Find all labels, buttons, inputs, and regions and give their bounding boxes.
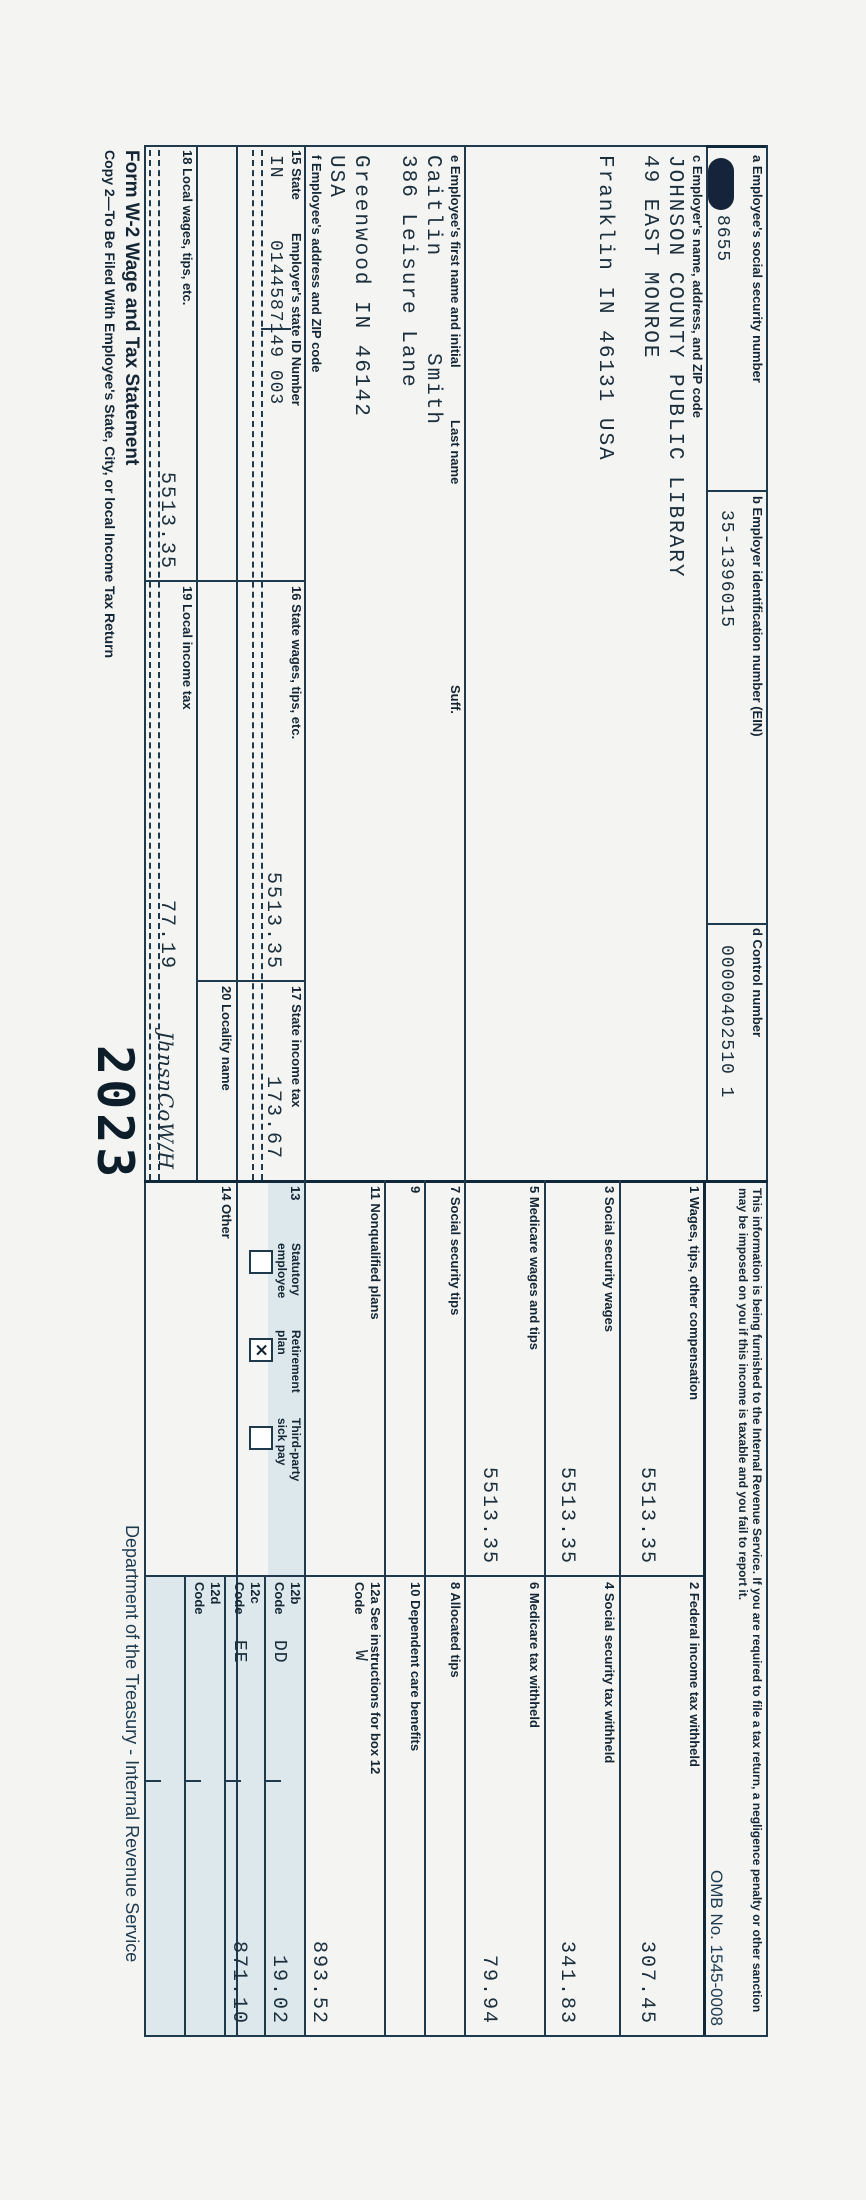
box20-value: JhnsnCoW/H <box>154 1030 178 1170</box>
tax-year: 2023 <box>86 1045 144 1182</box>
box-e-label: e Employee's first name and initial <box>448 155 463 368</box>
employee-city: Greenwood IN 46142 <box>349 155 372 418</box>
irs-department: Department of the Treasury - Internal Revenue Service <box>122 1525 142 1963</box>
box19-label: 19 Local income tax <box>180 586 195 710</box>
row-12d-top <box>184 1575 186 2035</box>
box5-label: 5 Medicare wages and tips <box>527 1186 542 1351</box>
row1-divider <box>706 145 708 1180</box>
box12c-label: 12c <box>248 1582 263 1604</box>
dash-15b <box>252 150 254 1180</box>
box8-label: 8 Allocated tips <box>448 1582 463 1678</box>
row-f-divider <box>304 145 306 1180</box>
box-f-label: f Employee's address and ZIP code <box>309 155 324 373</box>
box17-value: 173.67 <box>261 1075 284 1160</box>
box-e-suff-label: Suff. <box>448 685 463 714</box>
col-17-divider <box>196 980 306 982</box>
ssn-redaction <box>708 158 734 210</box>
row-5-top <box>544 1180 546 2035</box>
box2-label: 2 Federal income tax withheld <box>687 1582 702 1767</box>
row-11-top <box>384 1180 386 2035</box>
box9-label: 9 <box>408 1186 423 1194</box>
box3-label: 3 Social security wages <box>602 1186 617 1332</box>
row-c-divider <box>464 145 466 1180</box>
irs-notice: This information is being furnished to the Internal Revenue Service. If you are required to file a tax return, a negligence penalty or other sanction may be imposed on you if this income is taxable and you fail to report it. <box>735 1188 764 2013</box>
box16-value: 5513.35 <box>261 871 284 970</box>
box18-label: 18 Local wages, tips, etc. <box>180 150 195 306</box>
row-9-top <box>424 1180 426 2035</box>
row-7-top <box>464 1180 466 2035</box>
box12b-value: 19.02 <box>267 1954 290 2025</box>
form-title: Form W-2 Wage and Tax Statement <box>121 150 142 466</box>
box15-label: 15 State <box>289 150 304 200</box>
box12c-code-label: Code <box>232 1582 247 1615</box>
box-e-last-label: Last name <box>448 420 463 485</box>
state-code: IN <box>265 155 285 179</box>
box16-label: 16 State wages, tips, etc. <box>289 586 304 740</box>
box5-value: 5513.35 <box>477 1466 500 1565</box>
box13-statutory-label: Statutory employee <box>275 1243 303 1299</box>
row-15-divider <box>236 145 238 2037</box>
tick-12a <box>266 1780 281 1782</box>
omb-number: OMB No. 1545-0008 <box>707 1870 726 2026</box>
box12d-label: 12d <box>208 1582 223 1605</box>
box10-label: 10 Dependent care benefits <box>408 1582 423 1752</box>
row-13-top <box>304 1180 306 2035</box>
row-3-top <box>619 1180 621 2035</box>
box-a-value: 8655 <box>712 215 732 263</box>
box13-retirement-label: Retirement plan <box>275 1330 303 1393</box>
box2-value: 307.45 <box>635 1940 658 2025</box>
box12b-label: 12b <box>288 1582 303 1605</box>
frame-bottom <box>144 145 146 2037</box>
box20-label: 20 Locality name <box>219 986 234 1091</box>
box12a-value: 893.52 <box>307 1940 330 2025</box>
state-id-number: 0144587149 003 <box>265 240 285 406</box>
employer-street: 49 EAST MONROE <box>638 155 661 360</box>
row-12c-top <box>224 1575 226 2035</box>
box4-label: 4 Social security tax withheld <box>602 1582 617 1764</box>
row-18-divider <box>196 145 198 1180</box>
box12d-code-label: Code <box>192 1582 207 1615</box>
box6-label: 6 Medicare tax withheld <box>527 1582 542 1728</box>
tick-12c <box>186 1780 201 1782</box>
box1-label: 1 Wages, tips, other compensation <box>687 1186 702 1401</box>
box-d-value: 00000402510 1 <box>716 945 736 1099</box>
employee-street: 386 Leisure Lane <box>396 155 419 389</box>
row-12b-top <box>264 1575 266 2035</box>
box12b-code: DD <box>269 1640 289 1664</box>
box3-value: 5513.35 <box>555 1466 578 1565</box>
box12c-value: 871.10 <box>227 1940 250 2025</box>
form-copy-line: Copy 2—To Be Filed With Employee's State, City, or local Income Tax Return <box>102 150 118 659</box>
tick-12d <box>146 1780 161 1782</box>
box17-label: 17 State income tax <box>289 986 304 1108</box>
dash-18b <box>149 150 151 1180</box>
box12a-code: W <box>350 1650 370 1662</box>
employer-name: JOHNSON COUNTY PUBLIC LIBRARY <box>663 155 686 579</box>
box4-value: 341.83 <box>555 1940 578 2025</box>
employee-first-name: Caitlin <box>421 155 444 258</box>
retirement-plan-checkbox[interactable]: × <box>249 1338 273 1362</box>
box15-id-label: Employer's state ID Number <box>289 233 304 406</box>
col-even-divider <box>146 1575 706 1577</box>
box-a-border <box>706 145 766 148</box>
employer-city: Franklin IN 46131 USA <box>593 155 616 462</box>
box-b-label: b Employer identification number (EIN) <box>750 496 765 737</box>
box11-label: 11 Nonqualified plans <box>368 1186 383 1320</box>
box12c-code: EE <box>229 1640 249 1664</box>
section-divider <box>144 1180 768 1183</box>
third-party-sick-pay-checkbox[interactable] <box>249 1426 273 1450</box>
employee-last-name: Smith <box>421 353 444 427</box>
bd-divider <box>706 923 768 925</box>
box-a-label: a Employee's social security number <box>750 155 765 383</box>
ab-divider <box>706 490 768 492</box>
box18-value: 5513.35 <box>155 471 178 570</box>
box12b-code-label: Code <box>272 1582 287 1615</box>
box12a-code-label: Code <box>352 1582 367 1615</box>
box6-value: 79.94 <box>477 1954 500 2025</box>
statutory-employee-checkbox[interactable] <box>249 1250 273 1274</box>
box-d-label: d Control number <box>750 928 765 1038</box>
tick-12b <box>226 1780 241 1782</box>
box1-value: 5513.35 <box>635 1466 658 1565</box>
box-b-value: 35-1396015 <box>716 510 736 629</box>
box13-thirdparty-label: Third-party sick pay <box>275 1418 303 1482</box>
box13-label: 13 <box>288 1186 303 1201</box>
box19-value: 77.19 <box>155 899 178 970</box>
box14-label: 14 Other <box>219 1186 234 1239</box>
box12a-label: 12a See instructions for box 12 <box>368 1582 383 1775</box>
box-c-label: c Employer's name, address, and ZIP code <box>690 155 705 418</box>
employee-country: USA <box>324 155 347 199</box>
col-16-divider <box>146 580 306 582</box>
box7-label: 7 Social security tips <box>448 1186 463 1316</box>
frame-top <box>766 145 768 2037</box>
